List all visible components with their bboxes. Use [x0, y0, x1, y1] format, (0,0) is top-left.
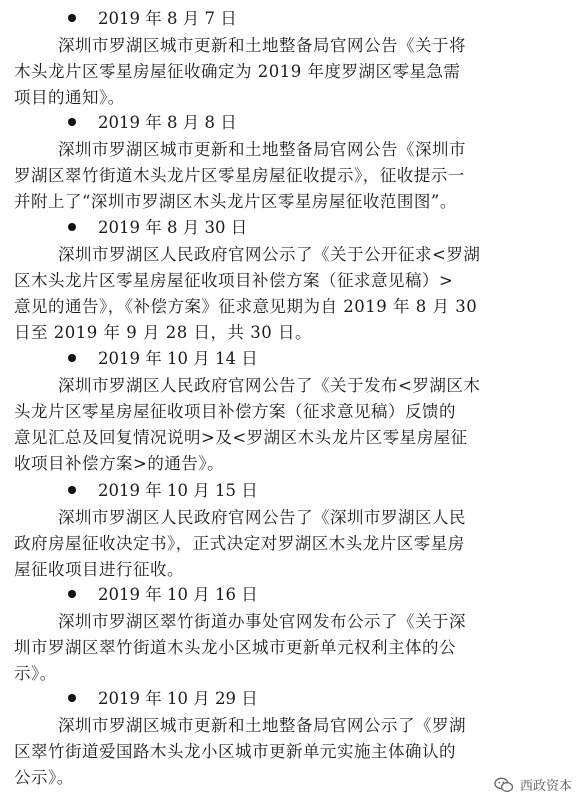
entry-date-text: 2019 年 10 月 15 日: [98, 481, 258, 500]
entry-date-text: 2019 年 8 月 7 日: [98, 9, 237, 28]
entry-date-text: 2019 年 8 月 8 日: [98, 113, 237, 132]
paragraph-line: 头龙片区零星房屋征收项目补偿方案（征求意见稿）反馈的: [14, 402, 456, 421]
paragraph-line: 深圳市罗湖区人民政府官网公示了《关于公开征求<罗湖: [58, 245, 481, 264]
watermark-text: 西政资本: [519, 779, 572, 794]
paragraph-line: 示》。: [14, 664, 57, 683]
entry-date: [68, 480, 258, 502]
paragraph-line: 区木头龙片区零星房屋征收项目补偿方案（征求意见稿）>: [14, 271, 454, 290]
paragraph-line: 政府房屋征收决定书》，正式决定对罗湖区木头龙片区零星房: [14, 534, 465, 553]
entry-date-text: 2019 年 10 月 14 日: [98, 349, 258, 368]
paragraph-line: 罗湖区翠竹街道木头龙片区零星房屋征收提示》，征收提示一: [14, 166, 465, 185]
wechat-icon: [494, 777, 514, 793]
bullet-icon: [68, 14, 76, 22]
watermark: [494, 775, 572, 794]
paragraph-line: 深圳市罗湖区城市更新和土地整备局官网公告《深圳市: [58, 140, 466, 159]
entry-date-text: 2019 年 10 月 16 日: [98, 585, 258, 604]
bullet-icon: [68, 590, 76, 598]
entry-date: [68, 217, 247, 239]
entry-date: [68, 584, 258, 606]
paragraph-line: 屋征收项目进行征收。: [14, 560, 184, 579]
paragraph-line: 区翠竹街道爱国路木头龙小区城市更新单元实施主体确认的: [14, 742, 456, 761]
bullet-icon: [68, 223, 76, 231]
paragraph-line: 圳市罗湖区翠竹街道木头龙小区城市更新单元权利主体的公: [14, 638, 456, 657]
paragraph-line: 日至 2019 年 9 月 28 日，共 30 日。: [14, 323, 312, 342]
bullet-icon: [68, 486, 76, 494]
entry-date: [68, 348, 258, 370]
paragraph-line: 深圳市罗湖区城市更新和土地整备局官网公告《关于将: [58, 36, 466, 55]
entry-date: [68, 688, 258, 710]
paragraph-line: 深圳市罗湖区人民政府官网公告了《关于发布<罗湖区木: [58, 376, 481, 395]
bullet-icon: [68, 354, 76, 362]
entry-date: [68, 8, 237, 30]
paragraph-line: 项目的通知》。: [14, 88, 125, 107]
paragraph-line: 木头龙片区零星房屋征收确定为 2019 年度罗湖区零星急需: [14, 62, 461, 81]
paragraph-line: 深圳市罗湖区人民政府官网公告了《深圳市罗湖区人民: [58, 508, 466, 527]
paragraph-line: 公示》。: [14, 768, 74, 787]
paragraph-line: 收项目补偿方案>的通告》。: [14, 454, 225, 473]
paragraph-line: 意见汇总及回复情况说明>及<罗湖区木头龙片区零星房屋征: [14, 428, 468, 447]
paragraph-line: 意见的通告》，《补偿方案》征求意见期为自 2019 年 8 月 30: [14, 297, 478, 316]
entry-date-text: 2019 年 10 月 29 日: [98, 689, 258, 708]
paragraph-line: 深圳市罗湖区城市更新和土地整备局官网公示了《罗湖: [58, 716, 466, 735]
entry-date: [68, 112, 237, 134]
bullet-icon: [68, 694, 76, 702]
entry-date-text: 2019 年 8 月 30 日: [98, 218, 248, 237]
bullet-icon: [68, 118, 76, 126]
paragraph-line: 深圳市罗湖区翠竹街道办事处官网发布公示了《关于深: [58, 612, 466, 631]
paragraph-line: 并附上了“深圳市罗湖区木头龙片区零星房屋征收范围图”。: [14, 192, 457, 211]
